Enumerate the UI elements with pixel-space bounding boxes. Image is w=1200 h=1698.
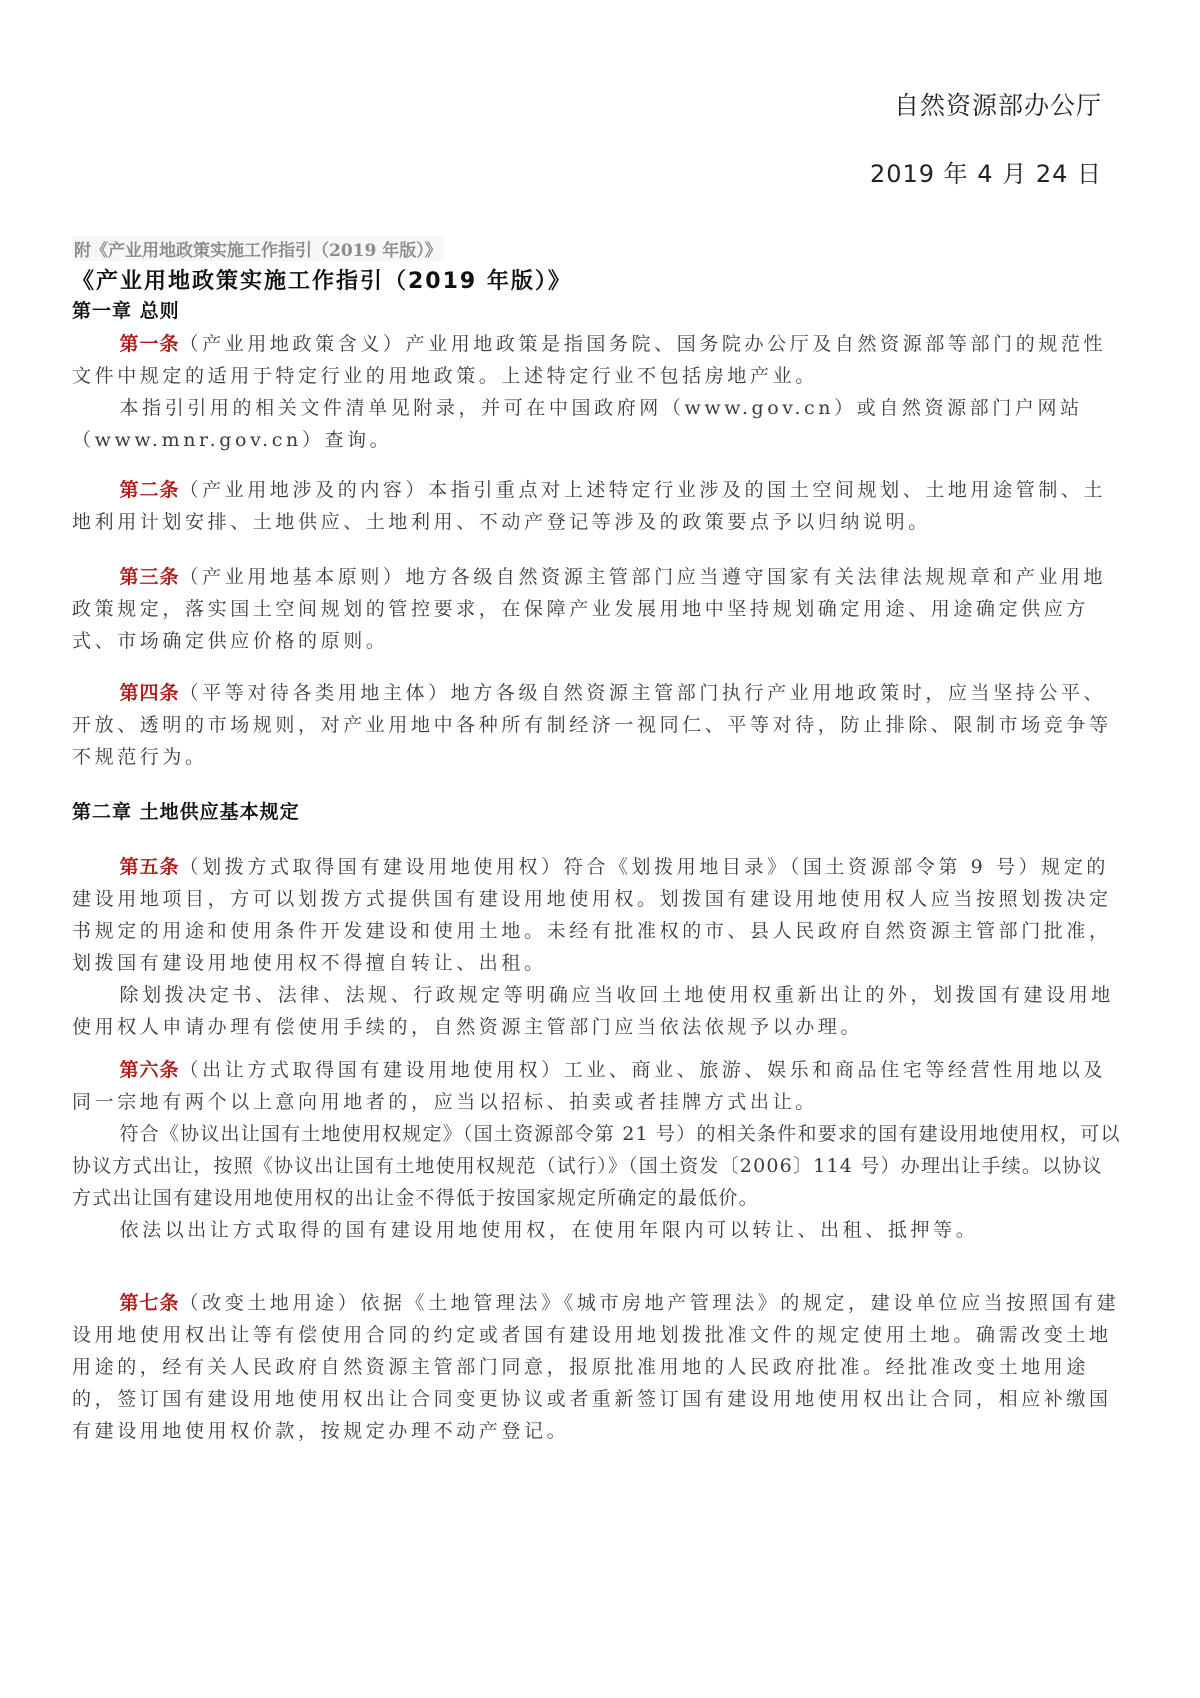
article-text: 本指引引用的相关文件清单见附录，并可在中国政府网（www.gov.cn）或自然资源部门户网站（www.mnr.gov.cn）查询。 (72, 397, 1083, 451)
article-text: 依法以出让方式取得的国有建设用地使用权，在使用年限内可以转让、出租、抵押等。 (119, 1219, 979, 1241)
chapter-2-title: 第二章 土地供应基本规定 (72, 801, 300, 823)
article-1 (72, 328, 1122, 456)
article-number: 第六条 (119, 1059, 180, 1081)
article-text: （平等对待各类用地主体）地方各级自然资源主管部门执行产业用地政策时，应当坚持公平、开放、透明的市场规则，对产业用地中各种所有制经济一视同仁、平等对待，防止排除、限制市场竞争等不规范行为。 (72, 682, 1112, 768)
article-6 (72, 1054, 1122, 1246)
article-7 (72, 1287, 1122, 1447)
article-text: 除划拨决定书、法律、法规、行政规定等明确应当收回土地使用权重新出让的外，划拨国有建设用地使用权人申请办理有偿使用手续的，自然资源主管部门应当依法依规予以办理。 (72, 984, 1114, 1038)
article-number: 第二条 (119, 479, 180, 501)
chapter-1-title: 第一章 总则 (72, 300, 180, 322)
document-title: 《产业用地政策实施工作指引（2019 年版）》 (72, 269, 572, 294)
article-2 (72, 474, 1122, 538)
issuing-organization: 自然资源部办公厅 (893, 91, 1102, 120)
article-3 (72, 561, 1122, 657)
attachment-label: 附《产业用地政策实施工作指引（2019 年版）》 (72, 236, 444, 261)
article-4 (72, 677, 1122, 773)
article-number: 第七条 (119, 1292, 180, 1314)
article-text: 符合《协议出让国有土地使用权规定》（国土资源部令第 21 号）的相关条件和要求的国有建设用地使用权，可以协议方式出让，按照《协议出让国有土地使用权规范（试行）》（国土资发〔2006〕114 号）办理出让手续。以协议方式出让国有建设用地使用权的出让金不得低于按国家规定所确定的最低价。 (72, 1123, 1121, 1209)
article-number: 第三条 (119, 566, 180, 588)
article-text: （产业用地政策含义）产业用地政策是指国务院、国务院办公厅及自然资源部等部门的规范性文件中规定的适用于特定行业的用地政策。上述特定行业不包括房地产业。 (72, 333, 1107, 387)
article-number: 第四条 (119, 682, 180, 704)
issue-date: 2019 年 4 月 24 日 (869, 160, 1102, 188)
article-text: （产业用地涉及的内容）本指引重点对上述特定行业涉及的国土空间规划、土地用途管制、土地利用计划安排、土地供应、土地利用、不动产登记等涉及的政策要点予以归纳说明。 (72, 479, 1107, 533)
article-number: 第五条 (119, 856, 180, 878)
article-text: （出让方式取得国有建设用地使用权）工业、商业、旅游、娱乐和商品住宅等经营性用地以及同一宗地有两个以上意向用地者的，应当以招标、拍卖或者挂牌方式出让。 (72, 1059, 1107, 1113)
article-number: 第一条 (119, 333, 180, 355)
article-text: （改变土地用途）依据《土地管理法》《城市房地产管理法》的规定，建设单位应当按照国有建设用地使用权出让等有偿使用合同的约定或者国有建设用地划拨批准文件的规定使用土地。确需改变土地用途的，经有关人民政府自然资源主管部门同意，报原批准用地的人民政府批准。经批准改变土地用途的，签订国有建设用地使用权出让合同变更协议或者重新签订国有建设用地使用权出让合同，相应补缴国有建设用地使用权价款，按规定办理不动产登记。 (72, 1292, 1120, 1442)
article-text: （划拨方式取得国有建设用地使用权）符合《划拨用地目录》（国土资源部令第 9 号）规定的建设用地项目，方可以划拨方式提供国有建设用地使用权。划拨国有建设用地使用权人应当按照划拨决定书规定的用途和使用条件开发建设和使用土地。未经有批准权的市、县人民政府自然资源主管部门批准，划拨国有建设用地使用权不得擅自转让、出租。 (72, 856, 1112, 974)
article-5 (72, 851, 1122, 1043)
article-text: （产业用地基本原则）地方各级自然资源主管部门应当遵守国家有关法律法规规章和产业用地政策规定，落实国土空间规划的管控要求，在保障产业发展用地中坚持规划确定用途、用途确定供应方式、市场确定供应价格的原则。 (72, 566, 1107, 652)
